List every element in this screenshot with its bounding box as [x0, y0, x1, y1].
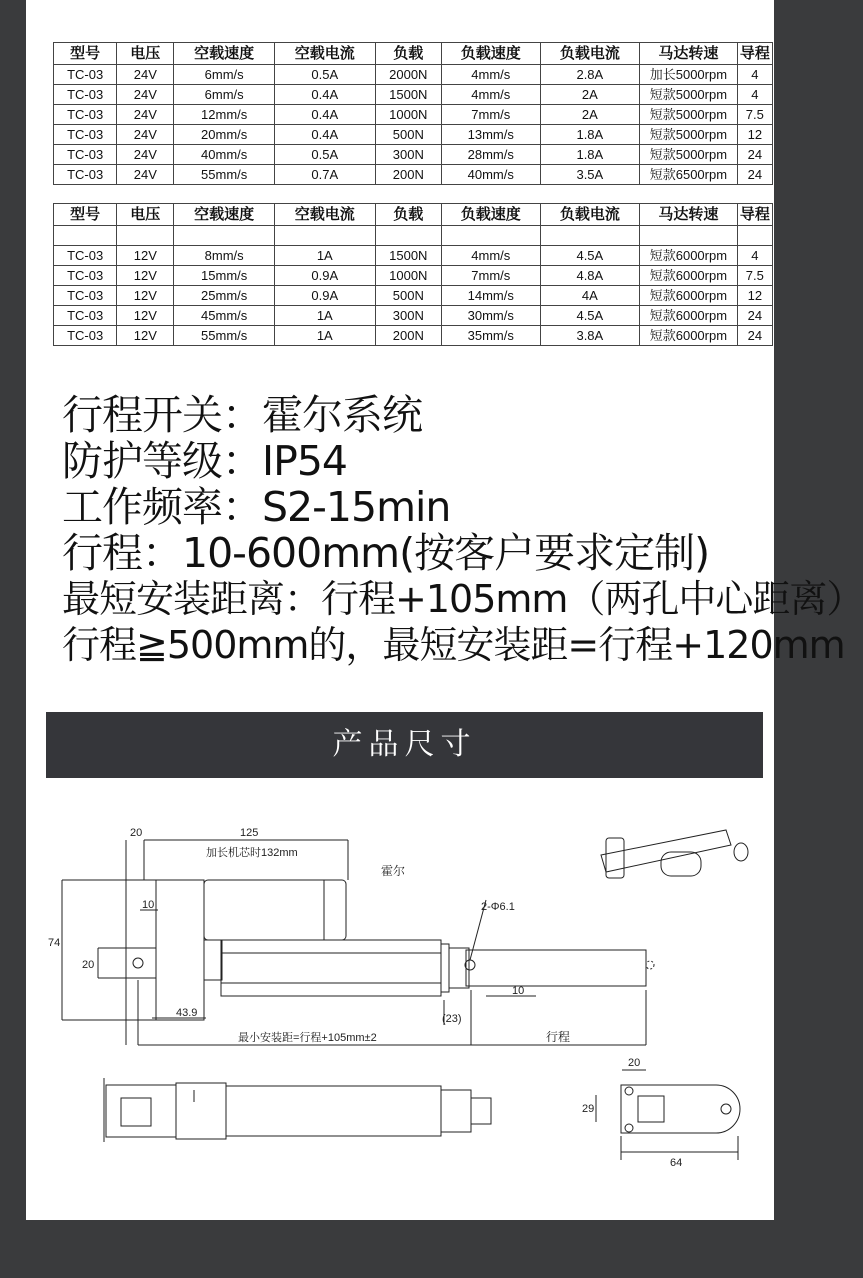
table-cell: 4 — [737, 85, 772, 105]
table-cell: 24V — [117, 145, 174, 165]
note-long-core: 加长机芯时132mm — [206, 847, 298, 859]
table-header-cell: 负载电流 — [540, 204, 640, 226]
table-cell: 24 — [737, 165, 772, 185]
table-row — [54, 306, 773, 326]
table-header-cell: 空载电流 — [274, 43, 375, 65]
motor-housing — [156, 880, 204, 1020]
table-cell: 短款6000rpm — [640, 286, 738, 306]
table-cell: 1000N — [375, 266, 441, 286]
table-cell: TC-03 — [54, 165, 117, 185]
table-cell: 55mm/s — [174, 165, 275, 185]
table-row — [54, 65, 773, 85]
table-row — [54, 85, 773, 105]
table-row — [54, 246, 773, 266]
table-cell: 13mm/s — [441, 125, 540, 145]
dim-43-9: 43.9 — [176, 1007, 198, 1019]
table-cell: 40mm/s — [174, 145, 275, 165]
dim-64: 64 — [670, 1157, 683, 1169]
table-cell: 6mm/s — [174, 85, 275, 105]
dim-20-left: 20 — [82, 959, 95, 971]
table-cell: 24 — [737, 145, 772, 165]
table-cell: 0.9A — [274, 286, 375, 306]
table-cell: 300N — [375, 145, 441, 165]
table-cell: 短款5000rpm — [640, 145, 738, 165]
table-cell: 55mm/s — [174, 326, 275, 346]
table-header-cell: 型号 — [54, 204, 117, 226]
table-cell: 短款6500rpm — [640, 165, 738, 185]
table-header-cell: 负载 — [375, 204, 441, 226]
label-hall: 霍尔 — [381, 864, 406, 878]
table-cell: 45mm/s — [174, 306, 275, 326]
table-cell: 7.5 — [737, 266, 772, 286]
dim-125: 125 — [240, 827, 259, 839]
table-cell: 7mm/s — [441, 105, 540, 125]
spec-table-24v — [53, 42, 773, 185]
table-cell: 0.5A — [274, 145, 375, 165]
table-cell: 35mm/s — [441, 326, 540, 346]
spec-protection: 防护等级：IP54 — [62, 437, 347, 485]
table-cell: 3.8A — [540, 326, 640, 346]
table-header-cell: 空载速度 — [174, 43, 275, 65]
table-header-cell: 电压 — [117, 204, 174, 226]
motor-cylinder — [204, 880, 346, 940]
dim-10-right: 10 — [512, 985, 525, 997]
table-cell: 28mm/s — [441, 145, 540, 165]
table-cell: 1500N — [375, 85, 441, 105]
table-cell: 0.9A — [274, 266, 375, 286]
table-header-cell: 电压 — [117, 43, 174, 65]
table-cell: 2.8A — [540, 65, 640, 85]
table-cell: 6mm/s — [174, 65, 275, 85]
section-title-banner: 产品尺寸 — [46, 712, 763, 778]
table-cell: 短款6000rpm — [640, 326, 738, 346]
table-cell: 15mm/s — [174, 266, 275, 286]
stroke-label: 行程 — [546, 1030, 571, 1044]
table-cell: 24V — [117, 125, 174, 145]
table-cell: 14mm/s — [441, 286, 540, 306]
table-cell: 1A — [274, 326, 375, 346]
table-cell: 30mm/s — [441, 306, 540, 326]
table-cell: 短款6000rpm — [640, 306, 738, 326]
table-cell: 短款5000rpm — [640, 125, 738, 145]
table-cell: 200N — [375, 165, 441, 185]
table-cell: 12V — [117, 286, 174, 306]
table-cell: 加长5000rpm — [640, 65, 738, 85]
table-row — [54, 105, 773, 125]
dimension-drawing — [26, 800, 774, 1220]
table-header-cell: 空载电流 — [274, 204, 375, 226]
table-cell: 500N — [375, 125, 441, 145]
table-cell: 短款6000rpm — [640, 246, 738, 266]
table-cell: 4.5A — [540, 306, 640, 326]
table-cell: 12mm/s — [174, 105, 275, 125]
table-cell: 20mm/s — [174, 125, 275, 145]
table-header-cell: 负载速度 — [441, 43, 540, 65]
dim-20-top: 20 — [130, 827, 143, 839]
table-cell: 4mm/s — [441, 85, 540, 105]
table-cell: 7.5 — [737, 105, 772, 125]
spec-min-install: 最短安装距离：行程+105mm（两孔中心距离） — [62, 577, 863, 621]
spec-limit-switch: 行程开关：霍尔系统 — [62, 391, 422, 439]
table-header-cell: 型号 — [54, 43, 117, 65]
table-cell: TC-03 — [54, 266, 117, 286]
table-header-cell: 空载速度 — [174, 204, 275, 226]
table-cell: 4 — [737, 246, 772, 266]
table-cell: 24V — [117, 85, 174, 105]
spec-long-stroke-install: 行程≧500mm的，最短安装距=行程+120mm — [62, 623, 845, 667]
table-cell: 24 — [737, 306, 772, 326]
table-header-cell: 导程 — [737, 204, 772, 226]
table-cell: TC-03 — [54, 85, 117, 105]
table-row — [54, 326, 773, 346]
table-cell: 4mm/s — [441, 65, 540, 85]
table-cell: TC-03 — [54, 65, 117, 85]
dim-23: (23) — [442, 1013, 462, 1025]
table-cell: 200N — [375, 326, 441, 346]
table-cell: 24V — [117, 105, 174, 125]
push-rod — [466, 950, 646, 986]
min-install-label: 最小安装距=行程+105mm±2 — [238, 1032, 377, 1044]
table-header-cell: 负载 — [375, 43, 441, 65]
table-cell: 2A — [540, 85, 640, 105]
table-cell: 4.5A — [540, 246, 640, 266]
table-header-cell: 马达转速 — [640, 204, 738, 226]
table-cell: 4 — [737, 65, 772, 85]
table-cell: 2000N — [375, 65, 441, 85]
table-cell: 1A — [274, 306, 375, 326]
table-cell: 4.8A — [540, 266, 640, 286]
table-cell: TC-03 — [54, 125, 117, 145]
table-cell: 7mm/s — [441, 266, 540, 286]
table-cell: TC-03 — [54, 246, 117, 266]
table-cell: 2A — [540, 105, 640, 125]
actuator-3d-sketch — [601, 830, 748, 878]
end-bracket-view — [596, 1070, 740, 1160]
table-cell: 12 — [737, 125, 772, 145]
table-cell: 40mm/s — [441, 165, 540, 185]
spec-list — [62, 392, 863, 668]
table-cell: TC-03 — [54, 145, 117, 165]
table-header-cell: 马达转速 — [640, 43, 738, 65]
table-cell: 500N — [375, 286, 441, 306]
spec-duty-cycle: 工作频率：S2-15min — [62, 483, 451, 531]
spec-table-12v — [53, 203, 773, 346]
table-cell: 0.4A — [274, 105, 375, 125]
table-cell: 25mm/s — [174, 286, 275, 306]
table-row — [54, 145, 773, 165]
table-row — [54, 165, 773, 185]
table-cell: 12V — [117, 246, 174, 266]
table-cell: TC-03 — [54, 286, 117, 306]
spec-stroke: 行程：10-600mm(按客户要求定制) — [62, 529, 710, 577]
product-detail-sheet — [26, 0, 863, 1220]
dim-hole: 2-Φ6.1 — [481, 901, 515, 913]
table-cell: 0.7A — [274, 165, 375, 185]
table-cell: 1.8A — [540, 145, 640, 165]
table-header-cell: 负载电流 — [540, 43, 640, 65]
table-cell: TC-03 — [54, 326, 117, 346]
table-cell: 短款6000rpm — [640, 266, 738, 286]
table-cell: 4A — [540, 286, 640, 306]
table-cell: 3.5A — [540, 165, 640, 185]
dim-29: 29 — [582, 1103, 595, 1115]
rear-hole — [133, 958, 143, 968]
top-view — [104, 1078, 491, 1142]
table-cell: 1.8A — [540, 125, 640, 145]
table-cell: 1500N — [375, 246, 441, 266]
table-spacer-row — [54, 226, 773, 246]
table-cell: 24 — [737, 326, 772, 346]
table-cell: 24V — [117, 165, 174, 185]
table-cell: 0.5A — [274, 65, 375, 85]
table-cell: 短款5000rpm — [640, 85, 738, 105]
table-cell: 8mm/s — [174, 246, 275, 266]
table-row — [54, 125, 773, 145]
table-cell: 24V — [117, 65, 174, 85]
table-row — [54, 286, 773, 306]
table-cell: 300N — [375, 306, 441, 326]
dim-bracket-20: 20 — [628, 1057, 641, 1069]
table-header-cell: 导程 — [737, 43, 772, 65]
table-cell: 4mm/s — [441, 246, 540, 266]
table-cell: 12 — [737, 286, 772, 306]
dim-10-left: 10 — [142, 899, 155, 911]
table-row — [54, 266, 773, 286]
table-cell: TC-03 — [54, 105, 117, 125]
table-cell: 1A — [274, 246, 375, 266]
table-cell: 12V — [117, 306, 174, 326]
table-cell: 12V — [117, 266, 174, 286]
table-cell: 1000N — [375, 105, 441, 125]
actuator-tube — [221, 940, 441, 996]
table-header-row — [54, 204, 773, 226]
table-cell: TC-03 — [54, 306, 117, 326]
table-cell: 0.4A — [274, 85, 375, 105]
dim-74: 74 — [48, 937, 61, 949]
table-header-row — [54, 43, 773, 65]
table-header-cell: 负载速度 — [441, 204, 540, 226]
table-cell: 0.4A — [274, 125, 375, 145]
table-cell: 12V — [117, 326, 174, 346]
table-cell: 短款5000rpm — [640, 105, 738, 125]
